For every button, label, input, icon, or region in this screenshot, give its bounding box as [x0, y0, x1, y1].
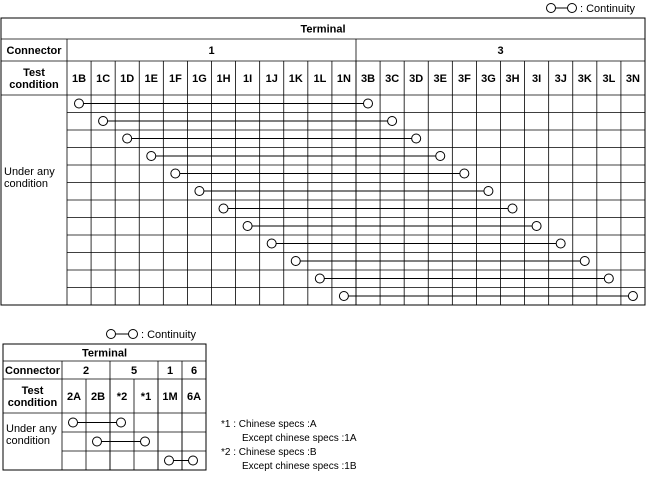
continuity-1J-3J	[267, 239, 565, 248]
terminal-3L-label: 3L	[602, 73, 616, 85]
continuity-end-icon	[580, 257, 589, 266]
continuity-end-icon	[364, 99, 373, 108]
terminal-3C-label: 3C	[385, 73, 400, 85]
continuity-1K-3K	[291, 257, 589, 266]
continuity-end-icon	[117, 418, 126, 427]
terminal-3G-label: 3G	[481, 73, 496, 85]
terminal-3N-label: 3N	[625, 73, 640, 85]
continuity-1I-3I	[243, 222, 541, 231]
terminal-6A-label: 6A	[186, 391, 202, 403]
terminal-1N-label: 1N	[336, 73, 351, 85]
row-condition-label: Under any condition	[6, 423, 57, 447]
terminal-1I-label: 1I	[243, 73, 253, 85]
continuity-symbol-icon	[547, 4, 556, 13]
connector-6-label: 6	[190, 365, 198, 377]
continuity-symbol-icon	[107, 330, 116, 339]
continuity-2A-*2	[69, 418, 126, 427]
continuity-end-icon	[628, 292, 637, 301]
connector-3-label: 3	[497, 45, 504, 57]
note-2-line-2: Except chinese specs :1B	[242, 461, 357, 472]
legend-top-label: : Continuity	[580, 3, 636, 15]
connector-1-label: 1	[208, 45, 215, 57]
note-2-line-1: *2 : Chinese specs :B	[221, 447, 317, 458]
terminal-2A-label: 2A	[66, 391, 82, 403]
terminal-*1-label: *1	[140, 391, 152, 403]
continuity-end-icon	[436, 152, 445, 161]
terminal-3B-label: 3B	[361, 73, 376, 85]
note-1-line-1: *1 : Chinese specs :A	[221, 419, 317, 430]
small-terminal-table	[3, 344, 206, 470]
terminal-3J-label: 3J	[554, 73, 567, 85]
continuity-start-icon	[291, 257, 300, 266]
continuity-1L-3L	[315, 274, 613, 283]
continuity-end-icon	[508, 204, 517, 213]
continuity-1C-3C	[99, 117, 397, 126]
continuity-start-icon	[219, 204, 228, 213]
continuity-start-icon	[99, 117, 108, 126]
terminal-1B-label: 1B	[72, 73, 87, 85]
terminal-header: Terminal	[300, 23, 346, 36]
continuity-1M-6A	[165, 456, 198, 465]
continuity-end-icon	[388, 117, 397, 126]
test-condition-label: Test condition	[7, 385, 58, 409]
connector-row-label: Connector	[6, 45, 62, 57]
continuity-end-icon	[412, 134, 421, 143]
continuity-1B-3B	[75, 99, 373, 108]
continuity-end-icon	[189, 456, 198, 465]
continuity-2B-*1	[93, 437, 150, 446]
terminal-3K-label: 3K	[577, 73, 592, 85]
terminal-1K-label: 1K	[288, 73, 303, 85]
continuity-start-icon	[123, 134, 132, 143]
connector-5-label: 5	[130, 365, 138, 377]
terminal-1G-label: 1G	[192, 73, 207, 85]
continuity-start-icon	[93, 437, 102, 446]
continuity-end-icon	[460, 169, 469, 178]
connector-row-label: Connector	[5, 365, 60, 377]
continuity-end-icon	[141, 437, 150, 446]
terminal-3D-label: 3D	[409, 73, 424, 85]
terminal-1L-label: 1L	[313, 73, 327, 85]
continuity-end-icon	[556, 239, 565, 248]
continuity-1E-3E	[147, 152, 445, 161]
test-condition-label: Test condition	[9, 67, 59, 91]
legend-top	[547, 3, 636, 15]
note-1-line-2: Except chinese specs :1A	[242, 433, 357, 444]
row-condition-label: Under any condition	[4, 166, 55, 190]
terminal-1C-label: 1C	[96, 73, 111, 85]
terminal-1D-label: 1D	[120, 73, 135, 85]
connector-1-label: 1	[166, 365, 174, 377]
continuity-end-icon	[484, 187, 493, 196]
continuity-start-icon	[243, 222, 252, 231]
continuity-1H-3H	[219, 204, 517, 213]
continuity-end-icon	[532, 222, 541, 231]
continuity-1D-3D	[123, 134, 421, 143]
terminal-1M-label: 1M	[162, 391, 178, 403]
continuity-start-icon	[171, 169, 180, 178]
continuity-end-icon	[604, 274, 613, 283]
continuity-start-icon	[69, 418, 78, 427]
continuity-start-icon	[339, 292, 348, 301]
continuity-1F-3F	[171, 169, 469, 178]
continuity-start-icon	[315, 274, 324, 283]
continuity-1N-3N	[339, 292, 637, 301]
terminal-1J-label: 1J	[265, 73, 278, 85]
main-terminal-table	[1, 18, 645, 305]
legend-bottom-label: : Continuity	[141, 329, 197, 341]
continuity-1G-3G	[195, 187, 493, 196]
continuity-start-icon	[267, 239, 276, 248]
terminal-*2-label: *2	[116, 391, 128, 403]
terminal-1E-label: 1E	[144, 73, 159, 85]
continuity-start-icon	[75, 99, 84, 108]
terminal-3H-label: 3H	[505, 73, 520, 85]
continuity-start-icon	[147, 152, 156, 161]
terminal-header: Terminal	[81, 347, 128, 360]
footnotes	[221, 419, 357, 472]
terminal-3E-label: 3E	[433, 73, 448, 85]
connector-2-label: 2	[82, 365, 90, 377]
legend-bottom	[107, 329, 197, 341]
terminal-2B-label: 2B	[90, 391, 106, 403]
terminal-1H-label: 1H	[216, 73, 231, 85]
terminal-3F-label: 3F	[457, 73, 471, 85]
terminal-3I-label: 3I	[532, 73, 542, 85]
terminal-1F-label: 1F	[168, 73, 182, 85]
continuity-start-icon	[165, 456, 174, 465]
continuity-start-icon	[195, 187, 204, 196]
